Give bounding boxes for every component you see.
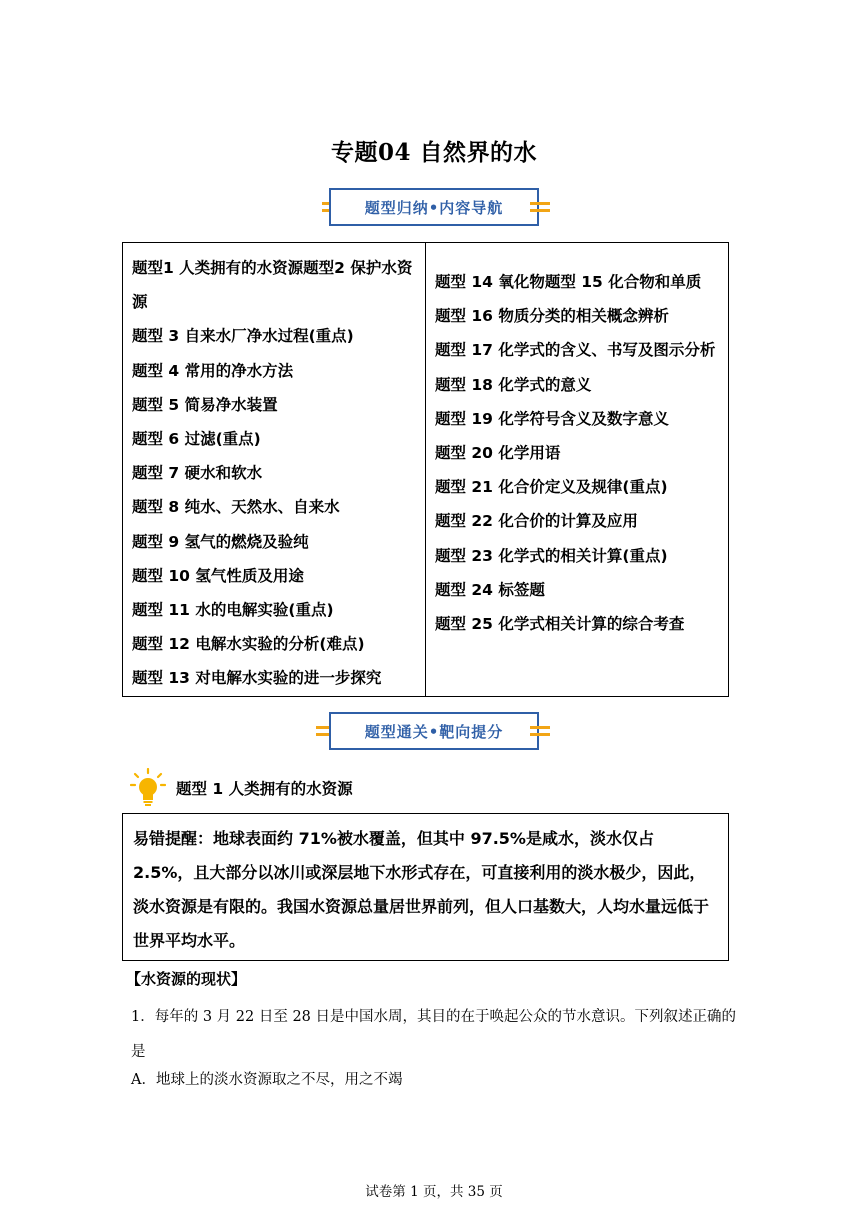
toc-item[interactable]: 题型 16 物质分类的相关概念辨析 <box>435 307 669 326</box>
toc-item[interactable]: 题型 18 化学式的意义 <box>435 375 592 394</box>
banner-toc-label: 题型归纳•内容导航 <box>329 188 539 226</box>
toc-item[interactable]: 题型 19 化学符号含义及数字意义 <box>435 409 669 428</box>
question-text: 1．每年的 3 月 22 日至 28 日是中国水周，其目的在于唤起公众的节水意识。下列叙述正确的是 <box>131 1009 737 1060</box>
toc-item[interactable]: 题型1 人类拥有的水资源题型2 保护水资源 <box>132 259 413 312</box>
toc-item[interactable]: 题型 22 化合价的计算及应用 <box>435 512 638 531</box>
toc-item[interactable]: 题型 8 纯水、天然水、自来水 <box>132 498 340 517</box>
decor-bars-icon <box>530 724 550 738</box>
toc-item[interactable]: 题型 11 水的电解实验(重点) <box>132 601 334 620</box>
toc-item[interactable]: 题型 6 过滤(重点) <box>132 430 261 449</box>
lightbulb-icon <box>130 768 166 808</box>
toc-left-column <box>123 243 426 696</box>
error-tip-box: 易错提醒：地球表面约 71%被水覆盖，但其中 97.5%是咸水，淡水仅占 2.5%，且大部分以冰川或深层地下水形式存在，可直接利用的淡水极少，因此，淡水资源是有限的。我国水资源总量居世界前列，但人口基数大，人均水量远低于世界平均水平。 <box>122 813 729 961</box>
toc-item[interactable]: 题型 14 氧化物题型 15 化合物和单质 <box>435 273 702 291</box>
toc-item[interactable]: 题型 23 化学式的相关计算(重点) <box>435 546 668 565</box>
toc-item[interactable]: 题型 25 化学式相关计算的综合考查 <box>435 615 685 634</box>
toc-right-column <box>426 243 728 696</box>
section-heading <box>130 768 353 808</box>
banner-practice-label: 题型通关•靶向提分 <box>329 712 539 750</box>
toc-item[interactable]: 题型 10 氢气性质及用途 <box>132 566 304 585</box>
decor-bars-icon <box>530 200 550 214</box>
toc-item[interactable]: 题型 20 化学用语 <box>435 444 561 463</box>
toc-item[interactable]: 题型 3 自来水厂净水过程(重点) <box>132 327 354 346</box>
toc-item[interactable]: 题型 7 硬水和软水 <box>132 464 263 483</box>
toc-item[interactable]: 题型 17 化学式的含义、书写及图示分析 <box>435 341 716 360</box>
page-title: 专题04 自然界的水 <box>330 139 537 166</box>
subsection-heading: 【水资源的现状】 <box>126 970 247 988</box>
toc-item[interactable]: 题型 12 电解水实验的分析(难点) <box>132 635 365 654</box>
banner-toc <box>0 188 868 232</box>
toc-table <box>122 242 729 697</box>
toc-item[interactable]: 题型 13 对电解水实验的进一步探究 <box>132 669 382 688</box>
toc-item[interactable]: 题型 4 常用的净水方法 <box>132 361 294 380</box>
section-title: 题型 1 人类拥有的水资源 <box>176 780 353 798</box>
toc-item[interactable]: 题型 9 氢气的燃烧及验纯 <box>132 532 309 551</box>
page-footer: 试卷第 1 页，共 35 页 <box>365 1184 503 1200</box>
toc-item[interactable]: 题型 21 化合价定义及规律(重点) <box>435 478 668 497</box>
toc-item[interactable]: 题型 5 简易净水装置 <box>132 395 278 414</box>
banner-practice <box>0 712 868 756</box>
option-a[interactable]: A．地球上的淡水资源取之不尽，用之不竭 <box>131 1072 403 1088</box>
toc-item[interactable]: 题型 24 标签题 <box>435 580 545 599</box>
